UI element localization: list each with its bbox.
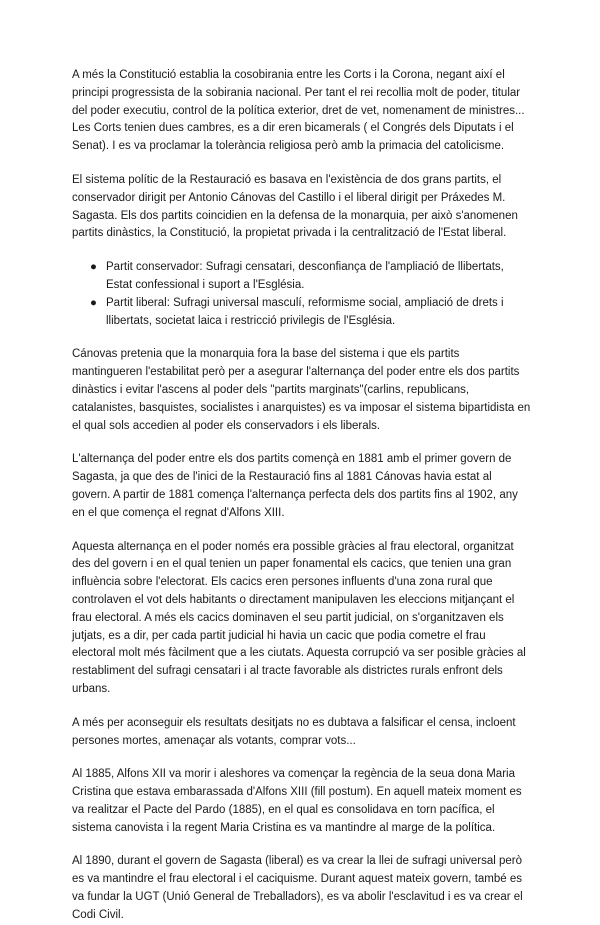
paragraph-alternation: L'alternança del poder entre els dos partits començà en 1881 amb el primer govern de Sagasta, ja que des de l'inici de la Restauració fins al 1881 Cánovas havia estat al govern. A partir de 1881 comença l'alternança perfecta dels dos partits fins al 1902, any en el que comença el regnat d'Alfons XIII. xyxy=(72,453,518,519)
list-item-text: Partit liberal: Sufragi universal masculí, reformisme social, ampliació de drets i llibertats, societat laica i restricció privilegis de l'Església. xyxy=(106,296,504,327)
list-item-text: Partit conservador: Sufragi censatari, desconfiança de l'ampliació de llibertats, Estat confessional i suport a l'Església. xyxy=(106,261,504,291)
paragraph-electoral-fraud: Aquesta alternança en el poder només era possible gràcies al frau electoral, organitzat des del govern i en el qual tenien un paper fonamental els cacics, que tenien una gran influència sobre l'electorat. Els cacics eren persones influents d'una zona rural que controlaven el vot dels habitants o directament manipulaven les eleccions mitjançant el frau electoral. A més els cacics dominaven el seu partit judicial, on s'organitzaven els jutjats, es a dir, per cada partit judicial hi havia un cacic que podia cometre el frau electoral molt més fàcilment que a les ciutats. Aquesta corrupció va ser posible gràcies al restabliment del sufragi censatari i al tracte favorable als districtes rurals enfront dels urbans. xyxy=(72,540,526,695)
list-item xyxy=(92,295,532,331)
list-item xyxy=(92,259,532,295)
paragraph-census: A més per aconseguir els resultats desitjats no es dubtava a falsificar el censa, incloent persones mortes, amenaçar als votants, comprar vots... xyxy=(72,716,516,747)
bullet-icon: ● xyxy=(90,261,97,274)
paragraph-constitution: A més la Constitució establia la cosobirania entre les Corts i la Corona, negant així el principi progressista de la sobirania nacional. Per tant el rei recollia molt de poder, titular del poder executiu, control de la política exterior, dret de vet, nomenament de ministres... xyxy=(72,69,525,117)
paragraph-political-system: El sistema polític de la Restauració es basava en l'existència de dos grans partits, el conservador dirigit per Antonio Cánovas del Castillo i el liberal dirigit per Práxedes M. Sagasta. Els dos partits coincidien en la defensa de la monarquia, per això s'anomenen partits dinàstics, la Constitució, la propietat privada i la centralització de l'Estat liberal. xyxy=(72,173,518,240)
party-list xyxy=(72,259,532,330)
paragraph-regency: Al 1885, Alfons XII va morir i aleshores va començar la regència de la seua dona Maria Cristina que estava embarassada d'Alfons XIII (fill postum). En aquell mateix moment es va realitzar el Pacte del Pardo (1885), en el qual es consolidava en torn pacífica, el sistema canovista i la regent Maria Cristina es va mantindre al marge de la política. xyxy=(72,768,522,834)
paragraph-corts: Les Corts tenien dues cambres, es a dir eren bicamerals ( el Congrés dels Diputats i el Senat). I es va proclamar la tolerància religiosa però amb la primacia del catolicisme. xyxy=(72,122,514,153)
paragraph-1890: Al 1890, durant el govern de Sagasta (liberal) es va crear la llei de sufragi universal però es va mantindre el frau electoral i el caciquisme. Durant aquest mateix govern, també es va fundar la UGT (Unió General de Treballadors), es va abolir l'esclavitud i es va crear el Codi Civil. xyxy=(72,855,523,921)
paragraph-canovas: Cánovas pretenia que la monarquia fora la base del sistema i que els partits mantingueren l'estabilitat però per a asegurar l'alternança del poder entre els dos partits dinàstics i evitar l'ascens al poder dels "partits marginats"(carlins, republicans, catalanistes, basquistes, socialistes i anarquistes) es va imposar el sistema bipartidista en el qual sols accedien al poder els conservadors i els liberals. xyxy=(72,348,531,432)
bullet-icon: ● xyxy=(90,296,97,309)
